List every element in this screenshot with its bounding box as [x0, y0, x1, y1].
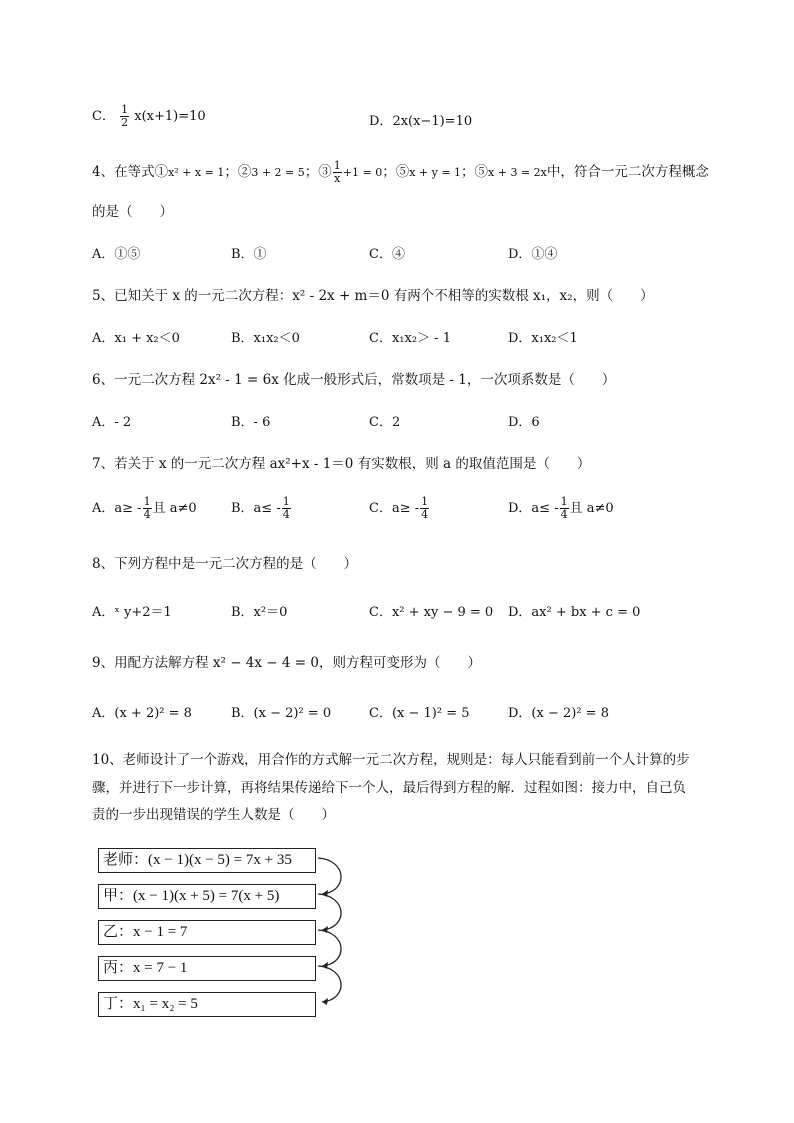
fraction-denominator: 4 [282, 508, 290, 521]
q5-option-d: D．x₁x₂＜1 [508, 331, 578, 346]
q7-option-a-fraction [143, 496, 152, 521]
q7-option-c-fraction [420, 496, 429, 521]
q4-equation-1: x² + x = 1 [168, 166, 225, 179]
q6-option-a: A．- 2 [92, 415, 132, 430]
q3-option-c-label: C． [92, 109, 115, 124]
relay-arrow-3 [318, 930, 341, 966]
arrowhead-icon [322, 998, 328, 1005]
relay-arrow-4 [318, 966, 341, 1002]
relay-box-teacher: 老师：(x − 1)(x − 5) = 7x + 35 [98, 848, 316, 873]
q4-separator: ；② [224, 164, 252, 180]
q8-option-c: C．x² + xy − 9 = 0 [369, 605, 494, 620]
arrowhead-icon [322, 926, 328, 933]
fraction-denominator: x [334, 172, 341, 185]
relay-arrow-2 [318, 894, 341, 930]
q6-option-c: C．2 [369, 415, 401, 430]
q4-prefix: 4、在等式① [92, 164, 169, 180]
q9-option-a: A．(x + 2)² = 8 [92, 706, 192, 721]
q4-option-d: D．①④ [508, 247, 558, 262]
q6-option-d: D．6 [508, 415, 540, 430]
q7-option-a-prefix: A．a≥ - [92, 501, 142, 516]
fraction-numerator: 1 [282, 495, 290, 508]
q7-option-b [231, 496, 292, 521]
q10-stem-line3: 责的一步出现错误的学生人数是（ ） [92, 807, 335, 823]
fraction-denominator: 2 [121, 116, 129, 129]
q8-option-d: D．ax² + bx + c = 0 [508, 605, 641, 620]
q4-suffix: 中，符合一元二次方程概念 [546, 164, 709, 180]
q10-stem-line1: 10、老师设计了一个游戏，用合作的方式解一元二次方程，规则是：每人只能看到前一个人计算的步 [92, 752, 690, 768]
relay-box-yi: 乙：x − 1 = 7 [98, 920, 316, 945]
q9-option-d: D．(x − 2)² = 8 [508, 706, 609, 721]
q4-equation-5: x + 3 = 2x [488, 166, 547, 179]
q4-equation-4: x + y = 1 [409, 166, 462, 179]
q4-equation-3-rest: +1 = 0 [342, 166, 383, 179]
fraction-numerator: 1 [121, 103, 129, 116]
q9-option-c: C．(x − 1)² = 5 [369, 706, 470, 721]
q10-stem-line2: 骤，并进行下一步计算，再将结果传递给下一个人，最后得到方程的解．过程如图：接力中，自己负 [92, 780, 686, 796]
q7-stem: 7、若关于 x 的一元二次方程 ax²+x - 1＝0 有实数根，则 a 的取值范围是（ ） [92, 456, 591, 472]
q4-stem-line1 [92, 160, 709, 185]
q4-option-c: C．④ [369, 247, 405, 262]
q8-stem: 8、下列方程中是一元二次方程的是（ ） [92, 556, 358, 572]
q7-option-d-prefix: D．a≤ - [508, 501, 559, 516]
relay-arrow-group [318, 858, 341, 1002]
fraction-denominator: 4 [421, 508, 429, 521]
q8-option-b: B．x²＝0 [231, 605, 288, 620]
q8-option-a: A．ˣ y+2＝1 [92, 605, 172, 620]
q7-option-a [92, 496, 197, 521]
q6-option-b: B．- 6 [231, 415, 271, 430]
q3-option-c-expression: x(x+1)=10 [134, 109, 206, 124]
q7-option-a-suffix: 且 a≠0 [152, 501, 197, 516]
q4-separator: ；⑤ [382, 164, 410, 180]
q5-option-b: B．x₁x₂＜0 [231, 331, 300, 346]
relay-arrows [316, 848, 356, 1018]
q7-option-b-prefix: B．a≤ - [231, 501, 281, 516]
q5-option-c: C．x₁x₂＞ - 1 [369, 331, 451, 346]
q7-option-d-suffix: 且 a≠0 [569, 501, 614, 516]
q3-option-d-expression: 2x(x−1)=10 [392, 114, 473, 129]
fraction-numerator: 1 [143, 495, 151, 508]
q3-option-d [369, 110, 472, 129]
q3-option-d-label: D． [369, 114, 393, 129]
fraction-numerator: 1 [421, 495, 429, 508]
q3-option-c-fraction [120, 104, 129, 129]
q4-option-a: A．①⑤ [92, 247, 141, 262]
q3-option-c [92, 104, 206, 129]
relay-box-jia: 甲：(x − 1)(x + 5) = 7(x + 5) [98, 884, 316, 909]
relay-arrowheads [322, 890, 328, 1005]
q6-stem: 6、一元二次方程 2x² - 1 = 6x 化成一般形式后，常数项是 - 1，一次项系数是（ ） [92, 372, 616, 388]
q4-separator: ；③ [304, 164, 332, 180]
fraction-denominator: 4 [143, 508, 151, 521]
relay-arrow-1 [318, 858, 341, 894]
q9-stem: 9、用配方法解方程 x² − 4x − 4 = 0，则方程可变形为（ ） [92, 655, 481, 671]
q4-equation-3-fraction [333, 160, 342, 185]
q4-separator: ；⑤ [461, 164, 489, 180]
arrowhead-icon [322, 962, 328, 969]
q7-option-d-fraction [560, 496, 569, 521]
q7-option-c [369, 496, 430, 521]
q7-option-c-prefix: C．a≥ - [369, 501, 420, 516]
q7-option-b-fraction [282, 496, 291, 521]
q5-option-a: A．x₁ + x₂＜0 [92, 331, 180, 346]
fraction-numerator: 1 [333, 159, 341, 172]
fraction-denominator: 4 [560, 508, 568, 521]
q4-stem-line2: 的是（ ） [92, 204, 173, 220]
arrowhead-icon [322, 890, 328, 897]
q7-option-d [508, 496, 614, 521]
q9-option-b: B．(x − 2)² = 0 [231, 706, 332, 721]
q4-option-b: B．① [231, 247, 267, 262]
relay-box-bing: 丙：x = 7 − 1 [98, 956, 316, 981]
q5-stem: 5、已知关于 x 的一元二次方程：x² - 2x + m＝0 有两个不相等的实数根 x₁，x₂，则（ ） [92, 288, 654, 304]
q4-equation-2: 3 + 2 = 5 [251, 166, 305, 179]
fraction-numerator: 1 [560, 495, 568, 508]
relay-box-ding: 丁：x₁ = x₂ = 5 [98, 992, 316, 1017]
